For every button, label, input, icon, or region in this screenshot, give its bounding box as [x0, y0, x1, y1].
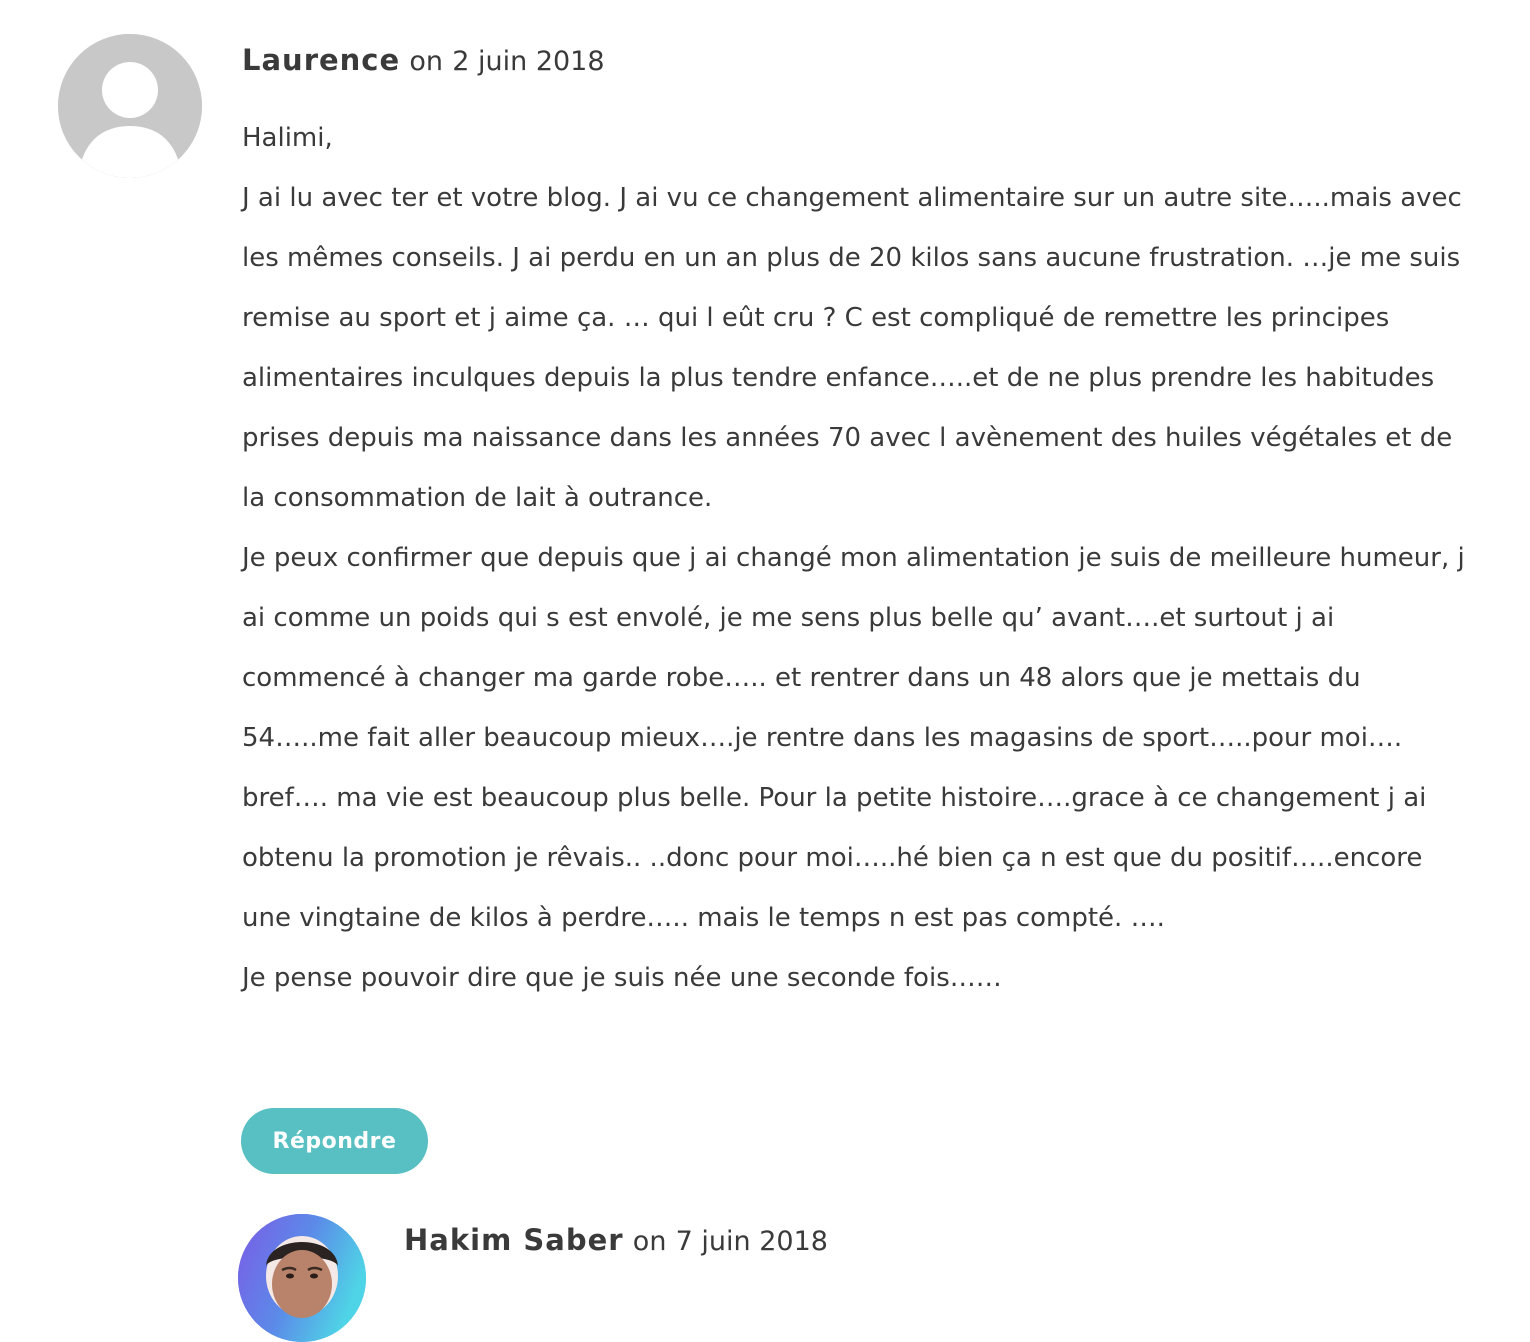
comment-paragraph: J ai lu avec ter et votre blog. J ai vu ce changement alimentaire sur un autre site…..mais avec les mêmes conseils. J ai perdu en un an plus de 20 kilos sans aucune frustration. …je me suis remise au sport et j aime ça. … qui l eût cru ? C est compliqué de remettre les principes alimentaires inculques depuis la plus tendre enfance…..et de ne plus prendre les habitudes prises depuis ma naissance dans les années 70 avec l avènement des huiles végétales et de la consommation de lait à outrance.: [242, 183, 1471, 513]
comment-paragraph: Je pense pouvoir dire que je suis née une seconde fois……: [242, 963, 1002, 993]
reply-date-prefix: on: [632, 1226, 667, 1257]
comment-body: [242, 108, 1472, 1008]
comment-paragraph: Halimi,: [242, 123, 333, 153]
comment-author[interactable]: Laurence: [242, 43, 401, 77]
comment-date-prefix: on: [409, 46, 444, 77]
reply-date[interactable]: 7 juin 2018: [675, 1226, 828, 1257]
comment-meta: [242, 40, 605, 82]
reply-author[interactable]: Hakim Saber: [404, 1223, 624, 1257]
comment-date[interactable]: 2 juin 2018: [452, 46, 605, 77]
reply-meta: [404, 1220, 828, 1262]
comment-paragraph: Je peux confirmer que depuis que j ai changé mon alimentation je suis de meilleure humeur, j ai comme un poids qui s est envolé, je me sens plus belle qu’ avant….et surtout j ai commencé à changer ma garde robe….. et rentrer dans un 48 alors que je mettais du 54…..me fait aller beaucoup mieux….je rentre dans les magasins de sport…..pour moi…. bref…. ma vie est beaucoup plus belle. Pour la petite histoire….grace à ce changement j ai obtenu la promotion je rêvais.. ..donc pour moi…..hé bien ça n est que du positif…..encore une vingtaine de kilos à perdre….. mais le temps n est pas compté. ….: [242, 543, 1473, 933]
default-user-avatar-icon: [58, 34, 202, 178]
author-photo-avatar-icon: [238, 1214, 366, 1342]
reply-button[interactable]: Répondre: [241, 1108, 428, 1174]
